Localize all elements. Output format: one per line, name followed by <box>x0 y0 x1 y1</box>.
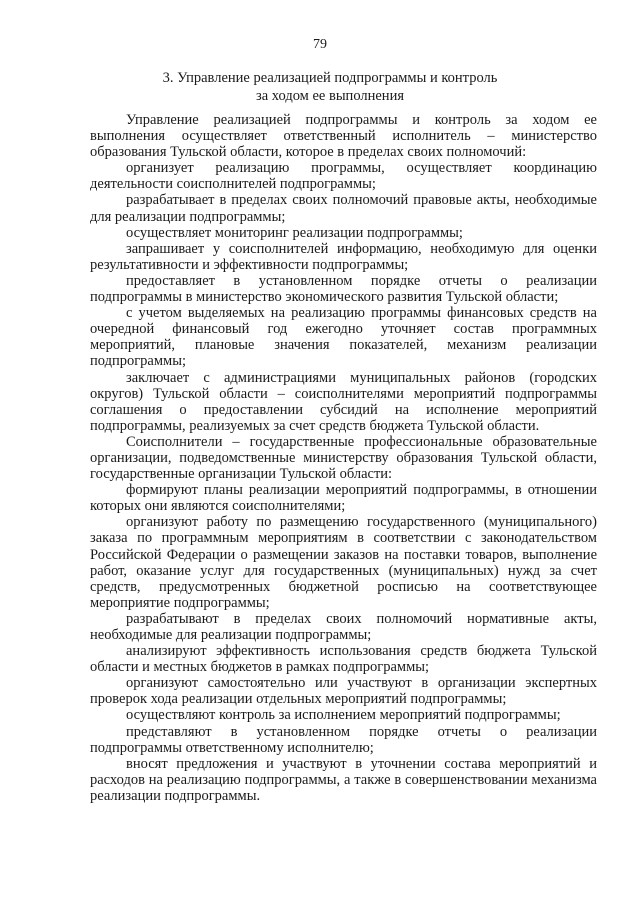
body-paragraph: формируют планы реализации мероприятий подпрограммы, в отношении которых они являются соисполнителями; <box>90 482 597 515</box>
body-paragraph: осуществляет мониторинг реализации подпрограммы; <box>126 224 463 241</box>
section-heading-line-1: 3. Управление реализацией подпрограммы и контроль <box>162 70 498 86</box>
section-heading <box>90 69 570 105</box>
body-paragraph: представляют в установленном порядке отчеты о реализации подпрограммы ответственному исполнителю; <box>90 723 597 756</box>
body-paragraph: организуют работу по размещению государственного (муниципального) заказа по программным мероприятиям в соответствии с законодательством Российской Федерации о размещении заказов на поставки товаров, выполнение работ, оказание услуг для государственных (муниципальных) нужд за счет средств, предусмотренных бюджетной росписью на соответствующее мероприятие подпрограммы; <box>90 514 597 611</box>
body-paragraph: предоставляет в установленном порядке отчеты о реализации подпрограммы в министерство экономического развития Тульской области; <box>90 272 597 306</box>
body-paragraph: организует реализацию программы, осуществляет координацию деятельности соисполнителей подпрограммы; <box>90 160 597 193</box>
body-paragraph: организуют самостоятельно или участвуют в организации экспертных проверок хода реализации отдельных мероприятий подпрограммы; <box>90 675 597 708</box>
body-paragraph: осуществляют контроль за исполнением мероприятий подпрограммы; <box>126 707 561 724</box>
body-paragraph: заключает с администрациями муниципальных районов (городских округов) Тульской области – соисполнителями мероприятий подпрограммы соглашения о предоставлении субсидий на исполнение мероприятий подпрограммы, реализуемых за счет средств бюджета Тульской области. <box>90 369 597 434</box>
document-body <box>90 112 597 804</box>
body-paragraph: разрабатывает в пределах своих полномочий правовые акты, необходимые для реализации подпрограммы; <box>90 192 597 225</box>
body-paragraph: с учетом выделяемых на реализацию программы финансовых средств на очередной финансовый год ежегодно уточняет состав программных мероприятий, плановые значения показателей, механизм реализации подпрограммы; <box>90 305 597 370</box>
body-paragraph: запрашивает у соисполнителей информацию, необходимую для оценки результативности и эффективности подпрограммы; <box>90 240 597 273</box>
body-paragraph: разрабатывают в пределах своих полномочий нормативные акты, необходимые для реализации подпрограммы; <box>90 610 597 643</box>
body-paragraph: Соисполнители – государственные профессиональные образовательные организации, подведомственные министерству образования Тульской области, государственные организации Тульской области: <box>90 433 597 483</box>
section-heading-line-2: за ходом ее выполнения <box>256 88 404 104</box>
body-paragraph: Управление реализацией подпрограммы и контроль за ходом ее выполнения осуществляет ответственный исполнитель – министерство образования Тульской области, которое в пределах своих полномочий: <box>90 112 597 161</box>
page-number: 79 <box>313 37 327 52</box>
body-paragraph: вносят предложения и участвуют в уточнении состава мероприятий и расходов на реализацию подпрограммы, а также в совершенствовании механизма реализации подпрограммы. <box>90 755 597 804</box>
body-paragraph: анализируют эффективность использования средств бюджета Тульской области и местных бюджетов в рамках подпрограммы; <box>90 643 597 676</box>
